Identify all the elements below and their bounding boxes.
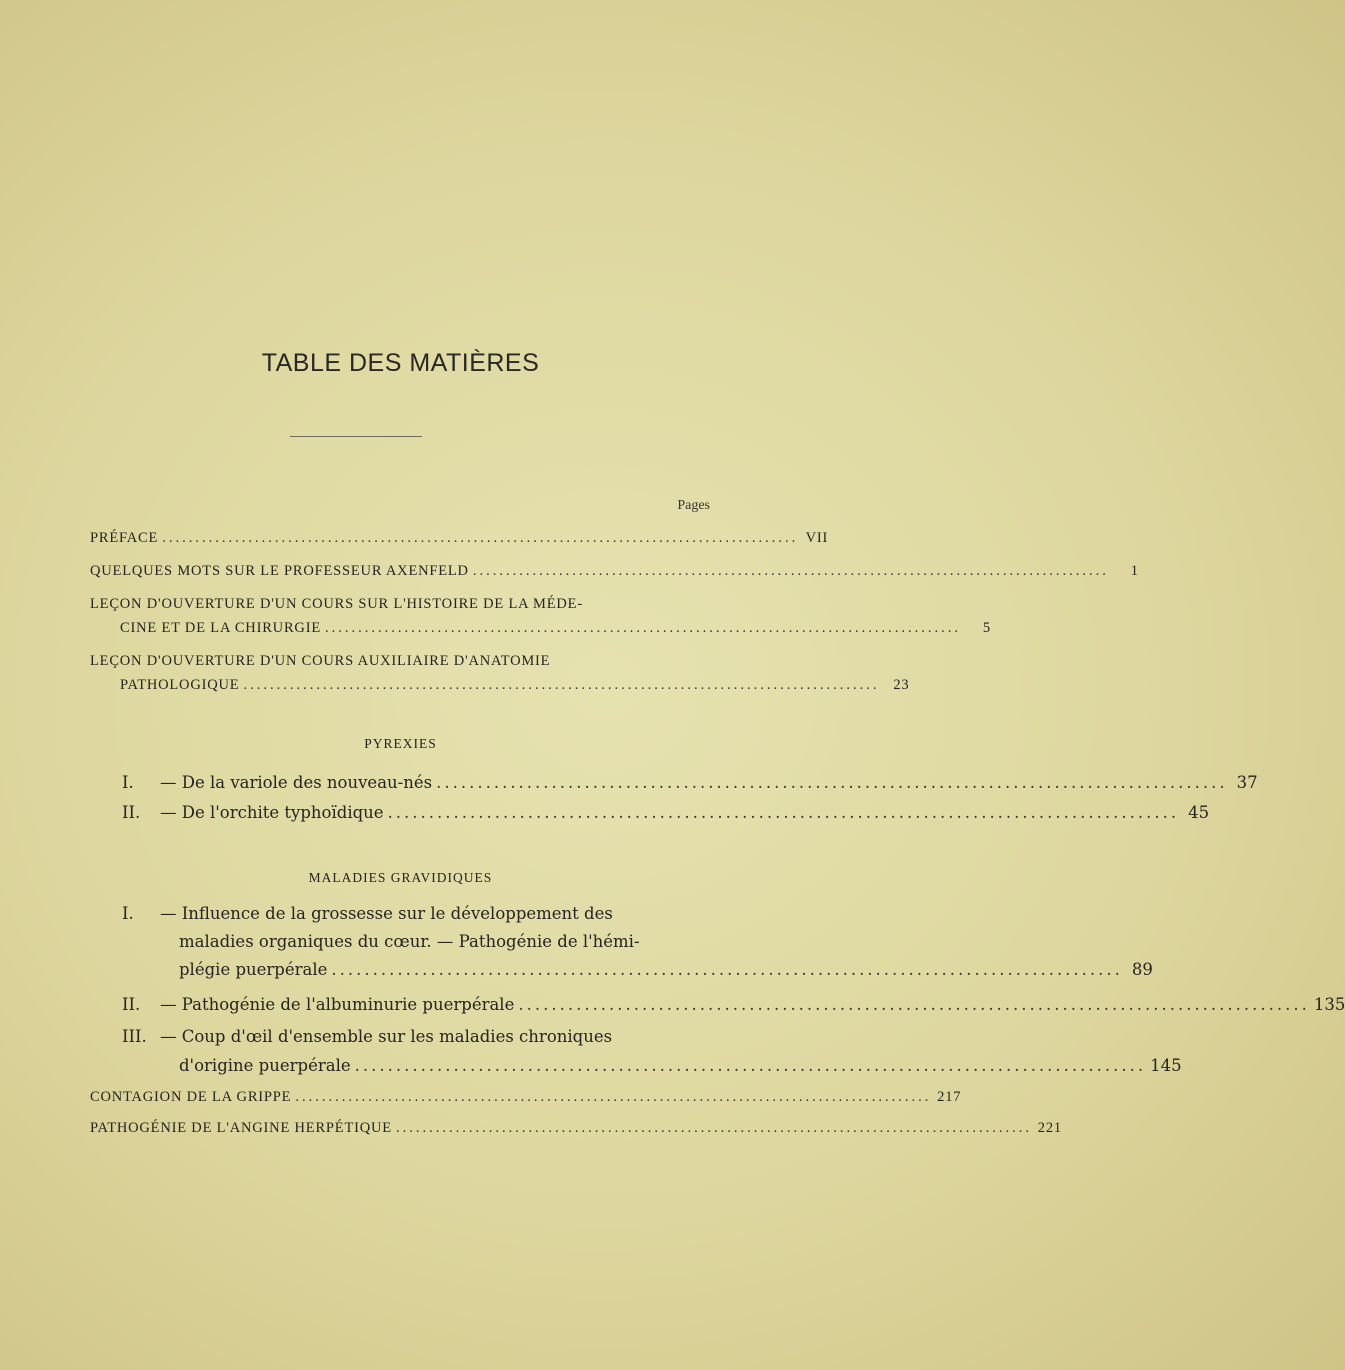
leader-dots: ................................................................................................: [387, 803, 1180, 822]
toc-entry-coup-doeil-line1: [122, 1027, 612, 1046]
toc-entry-page: 5: [982, 620, 991, 636]
toc-entry-label: — Influence de la grossesse sur le développement des: [160, 904, 613, 923]
toc-entry-variole: [122, 773, 1258, 792]
toc-entry-page: 217: [937, 1089, 962, 1105]
toc-entry-anatomie-line1: LEÇON D'OUVERTURE D'UN COURS AUXILIAIRE D'ANATOMIE: [90, 653, 551, 669]
toc-entry-page: VII: [805, 530, 829, 546]
toc-entry-histoire: [120, 620, 991, 637]
toc-entry-influence: [179, 960, 1153, 979]
toc-entry-number: I.: [122, 904, 134, 923]
toc-entry-label: QUELQUES MOTS SUR LE PROFESSEUR AXENFELD: [90, 563, 469, 579]
toc-entry-label: PRÉFACE: [90, 530, 159, 546]
toc-entry-orchite: [122, 803, 1210, 822]
toc-entry-page: 1: [1130, 563, 1139, 579]
toc-entry-page: 45: [1188, 803, 1210, 822]
leader-dots: ................................................................................................: [436, 773, 1228, 792]
toc-entry-label: d'origine puerpérale: [179, 1056, 351, 1075]
toc-entry-page: 89: [1131, 960, 1153, 979]
section-heading-pyrexies: PYREXIES: [364, 736, 437, 751]
toc-entry-number: II.: [122, 995, 141, 1014]
toc-entry-grippe: [90, 1089, 962, 1106]
toc-entry-page: 135: [1313, 995, 1345, 1014]
toc-entry-label: — Pathogénie de l'albuminurie puerpérale: [160, 995, 515, 1014]
toc-entry-page: 221: [1037, 1120, 1062, 1136]
leader-dots: ................................................................................................: [162, 530, 799, 546]
toc-entry-preface: [90, 530, 829, 547]
toc-entry-label: PATHOGÉNIE DE L'ANGINE HERPÉTIQUE: [90, 1120, 392, 1136]
pages-column-header: Pages: [677, 498, 710, 513]
leader-dots: ................................................................................................: [324, 620, 961, 636]
toc-entry-influence-line2: maladies organiques du cœur. — Pathogénie de l'hémi-: [179, 932, 640, 951]
toc-entry-angine: [90, 1120, 1062, 1137]
leader-dots: ................................................................................................: [472, 563, 1109, 579]
toc-entry-number: I.: [122, 773, 134, 792]
toc-entry-label: plégie puerpérale: [179, 960, 328, 979]
toc-entry-label: PATHOLOGIQUE: [120, 677, 240, 693]
leader-dots: ................................................................................................: [518, 995, 1310, 1014]
leader-dots: ................................................................................................: [295, 1089, 932, 1105]
page-title: TABLE DES MATIÈRES: [261, 349, 540, 377]
leader-dots: ................................................................................................: [331, 960, 1123, 979]
toc-entry-influence-line1: [122, 904, 613, 923]
toc-entry-anatomie: [120, 677, 910, 694]
toc-entry-page: 37: [1236, 773, 1258, 792]
section-heading-maladies-gravidiques: MALADIES GRAVIDIQUES: [308, 870, 493, 885]
toc-entry-page: 145: [1150, 1056, 1182, 1075]
toc-entry-label: — Coup d'œil d'ensemble sur les maladies chroniques: [160, 1027, 613, 1046]
leader-dots: ................................................................................................: [243, 677, 880, 693]
toc-entry-histoire-line1: LEÇON D'OUVERTURE D'UN COURS SUR L'HISTOIRE DE LA MÉDE-: [90, 596, 583, 612]
leader-dots: ................................................................................................: [395, 1120, 1032, 1136]
leader-dots: ................................................................................................: [354, 1056, 1147, 1075]
title-rule: [290, 436, 422, 437]
toc-entry-coup-doeil: [179, 1056, 1182, 1075]
toc-entry-page: 23: [893, 677, 910, 693]
toc-entry-axenfeld: [90, 563, 1139, 580]
toc-entry-label: CINE ET DE LA CHIRURGIE: [120, 620, 321, 636]
toc-entry-number: II.: [122, 803, 141, 822]
toc-entry-label: — De la variole des nouveau-nés: [160, 773, 433, 792]
toc-entry-label: — De l'orchite typhoïdique: [160, 803, 384, 822]
toc-entry-albuminurie: [122, 995, 1345, 1014]
toc-entry-number: III.: [122, 1027, 147, 1046]
toc-entry-label: CONTAGION DE LA GRIPPE: [90, 1089, 292, 1105]
